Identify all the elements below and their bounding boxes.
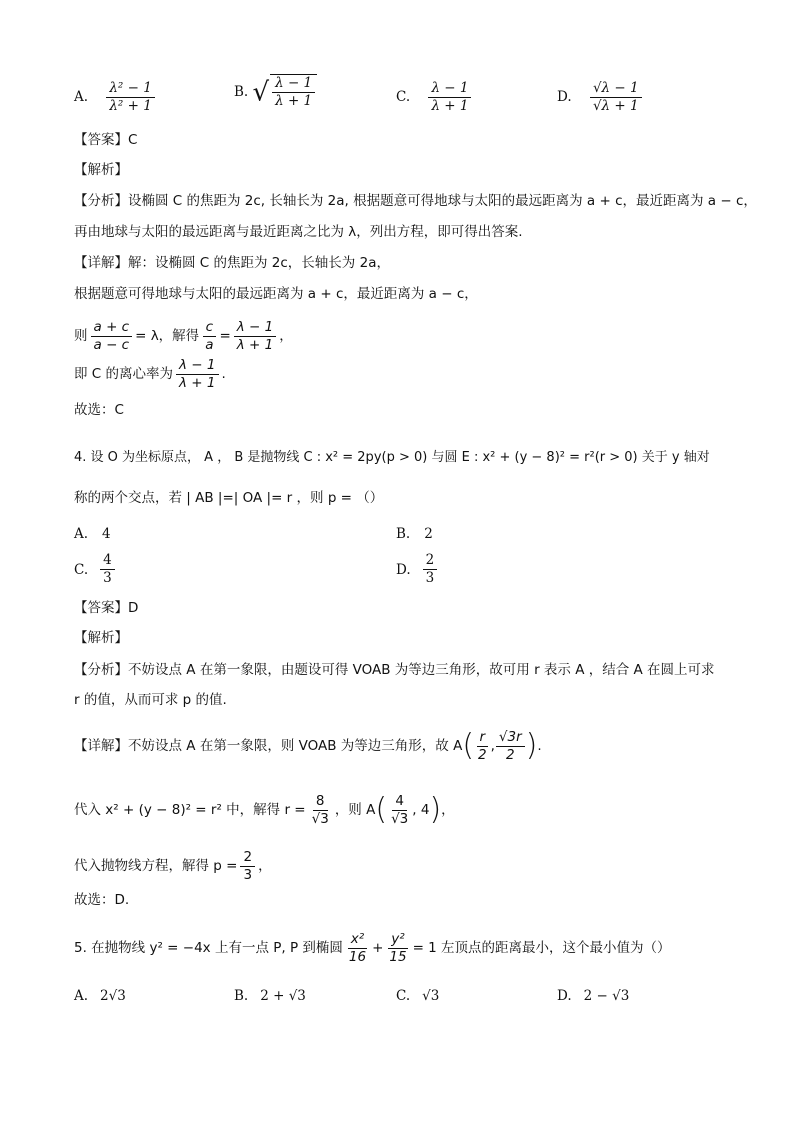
q3-a-denominator: λ² + 1 (109, 98, 152, 114)
q3-eccentricity-line: 即 C 的离心率为 $\frac{\lambda - 1}{\lambda + 1}$ . (74, 356, 226, 391)
q3-xiangjie-line-2: 根据题意可得地球与太阳的最远距离为 a + c，最近距离为 a − c， (74, 286, 478, 302)
q4-guxuan: 故选：D. (74, 892, 130, 908)
q3-option-c: C. $\frac{\lambda - 1}{\lambda + 1}$ (396, 80, 474, 115)
q4-fenxi-line-1: 【分析】不妨设点 A 在第一象限，由题设可得 VOAB 为等边三角形，故可用 r 表示 A ，结合 A 在圆上可求 (74, 662, 715, 678)
q4-stem-line-1: 4. 设 O 为坐标原点， A ， B 是抛物线 C : x² = 2py(p > 0) 与圆 E : x² + (y − 8)² = r²(r > 0) 关于 y 轴对 (74, 450, 710, 465)
q4-fenxi-line-2: r 的值，从而可求 p 的值. (74, 692, 227, 708)
q3-c-denominator: λ + 1 (431, 98, 469, 114)
q3-b-denominator: λ + 1 (275, 93, 313, 109)
q4-answer-line: 【答案】D (74, 600, 139, 616)
q3-answer: C (128, 132, 138, 148)
q3-d-numerator: √λ − 1 (590, 80, 642, 98)
q4-daoru-line-2: 代入抛物线方程，解得 p = $\frac{2}{3}$ ， (74, 848, 272, 883)
q3-a-numerator: λ² − 1 (106, 80, 154, 98)
q5-option-b: B. 2 + √3 (234, 988, 306, 1004)
q3-c-numerator: λ − 1 (428, 80, 471, 98)
q3-fenxi-line-1: 【分析】设椭圆 C 的焦距为 2c, 长轴长为 2a, 根据题意可得地球与太阳的最远距离为 a + c，最近距离为 a − c， (74, 193, 757, 209)
q5-option-a: A. 2√3 (74, 988, 126, 1004)
q5-option-d: D. 2 − √3 (557, 988, 630, 1004)
q3-analysis-heading: 【解析】 (74, 162, 128, 178)
q3-option-d: D. $\frac{√\lambda - 1}{√\lambda + 1}$ (557, 80, 645, 115)
q3-xiangjie-line-1: 【详解】解：设椭圆 C 的焦距为 2c，长轴长为 2a， (74, 255, 390, 271)
q3-fenxi-line-2: 再由地球与太阳的最远距离与最近距离之比为 λ，列出方程，即可得出答案. (74, 224, 523, 240)
q3-equation-line: 则 $\frac{a + c}{a - c}$ = λ，解得 $\frac{c}{a}$ = $\frac{\lambda - 1}{\lambda + 1}$ ， (74, 318, 293, 353)
q4-option-d: D. $\frac{2}{3}$ (396, 552, 440, 587)
q4-option-b: B. 2 (396, 526, 433, 542)
q3-b-numerator: λ − 1 (272, 75, 315, 93)
q3-d-denominator: √λ + 1 (592, 98, 639, 114)
q4-option-c: C. $\frac{4}{3}$ (74, 552, 118, 587)
q5-option-c: C. √3 (396, 988, 440, 1004)
q4-answer: D (128, 600, 139, 616)
q5-stem: 5. 在抛物线 y² = −4x 上有一点 P, P 到椭圆 $\frac{\text{x²}}{16}$ + $\frac{\text{y²}}{15}$ = 1 左顶点的距离最小，这个最小值为（） (74, 930, 671, 965)
q4-option-a: A. 4 (74, 526, 111, 542)
q4-xiangjie-line-1: 【详解】 不妨设点 A 在第一象限，则 VOAB 为等边三角形，故 A ( $\frac{r}{2}$ , $\frac{√3r}{2}$ ) . (74, 728, 542, 763)
q4-stem-line-2: 称的两个交点，若 | AB |=| OA |= r ，则 p = （） (74, 490, 384, 506)
q4-daoru-line: 代入 x² + (y − 8)² = r² 中，解得 r = $\frac{8}{√3}$ ，则 A ( $\frac{4}{√3}$ , 4 ) ， (74, 792, 455, 827)
q3-answer-line: 【答案】C (74, 132, 138, 148)
q3-option-a: A. $\frac{\text{λ² − 1}}{\text{λ² + 1}}$ (74, 80, 158, 115)
q3-option-b: B. √ $\frac{\lambda - 1}{\lambda + 1}$ (234, 74, 317, 110)
q3-guxuan: 故选：C (74, 402, 124, 418)
q4-analysis-heading: 【解析】 (74, 630, 128, 646)
